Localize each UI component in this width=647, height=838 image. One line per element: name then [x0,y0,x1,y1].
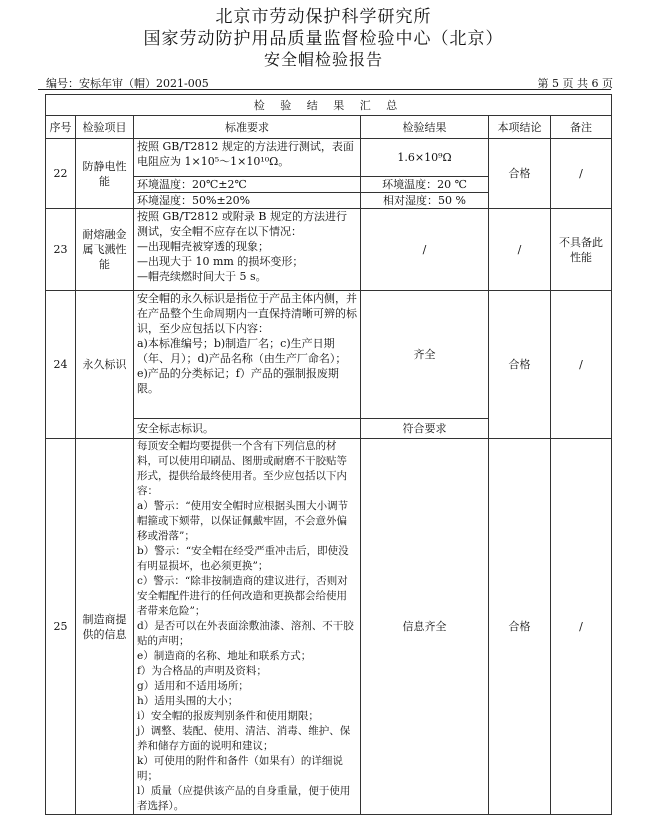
row-result: 信息齐全 [361,439,489,815]
row-conclusion: 合格 [489,139,551,209]
table-row [46,139,612,177]
row-requirement [134,291,361,419]
col-header-item: 检验项目 [76,116,134,139]
req-env-hum: 环境湿度：50%±20% [134,193,361,209]
row-no: 23 [46,209,76,291]
req-line: i）安全帽的报废判别条件和使用期限； [137,710,319,722]
res-env-hum: 相对湿度：50 % [361,193,489,209]
row-result: 齐全 [361,291,489,419]
req-line: j）调整、装配、使用、清洁、消毒、维护、保养和储存方面的说明和建议； [137,725,351,752]
req-line: 每顶安全帽均要提供一个含有下列信息的材料，可以使用印刷品、图册或耐磨不干胶贴等形式，提供给最终使用者。至少应包括以下内容： [137,440,347,497]
row-result: 1.6×10⁹Ω [361,139,489,177]
row-requirement: 按照 GB/T2812 规定的方法进行测试，表面电阻应为 1×10⁵～1×10¹⁰Ω。 [134,139,361,177]
row-remark: / [551,139,612,209]
row-item: 防静电性能 [76,139,134,209]
res-safety-mark: 符合要求 [361,419,489,439]
row-item: 永久标识 [76,291,134,439]
center-name: 国家劳动防护用品质量监督检验中心（北京） [143,29,504,49]
row-no: 22 [46,139,76,209]
table-row [46,291,612,419]
row-item: 耐熔融金属飞溅性能 [76,209,134,291]
req-line: 按照 GB/T2812 或附录 B 规定的方法进行测试，安全帽不应存在以下情况： [137,210,347,238]
col-header-no: 序号 [46,116,76,139]
row-result: / [361,209,489,291]
req-line: b）警示：“安全帽在经受严重冲击后，即使没有明显损坏，也必须更换”； [137,545,349,572]
row-no: 24 [46,291,76,439]
req-line: f）为合格品的声明及资料； [137,665,267,677]
req-line: d）是否可以在外表面涂敷油漆、溶剂、不干胶贴的声明； [137,620,354,647]
col-header-remark: 备注 [551,116,612,139]
institute-name: 北京市劳动保护科学研究所 [215,7,432,27]
report-title: 安全帽检验报告 [263,50,383,69]
req-line: a)本标准编号；b)制造厂名；c)生产日期（年、月）；d)产品名称（由生产厂命名）；e)产品的分类标记；f）产品的强制报废期限。 [137,337,347,395]
row-no: 25 [46,439,76,815]
row-remark: 不具备此性能 [551,209,612,291]
report-number: 编号：安标年审（帽）2021-005 [46,77,209,90]
req-safety-mark: 安全标志标识。 [134,419,361,439]
page-indicator: 第 5 页 共 6 页 [537,77,613,90]
header-rule [38,89,611,90]
row-conclusion: 合格 [489,291,551,439]
req-line: e）制造商的名称、地址和联系方式； [137,650,312,662]
table-row [46,209,612,291]
col-header-requirement: 标准要求 [134,116,361,139]
col-header-conclusion: 本项结论 [489,116,551,139]
summary-title: 检 验 结 果 汇 总 [46,95,612,116]
req-line: l）质量（应提供该产品的自身重量，便于使用者选择）。 [137,785,351,812]
row-requirement [134,209,361,291]
row-requirement [134,439,361,815]
req-line: g）适用和不适用场所； [137,680,249,692]
req-line: 安全帽的永久标识是指位于产品主体内侧，并在产品整个生命周期内一直保持清晰可辨的标识，至少应包括以下内容： [137,292,357,335]
row-remark: / [551,439,612,815]
req-line: —出现帽壳被穿透的现象； [137,240,269,253]
row-conclusion: / [489,209,551,291]
req-line: a）警示：“使用安全帽时应根据头围大小调节帽箍或下颏带，以保证佩戴牢固，不会意外偏移或滑落”； [137,500,349,542]
req-line: k）可使用的附件和备件（如果有）的详细说明； [137,755,343,782]
table-row [46,439,612,815]
req-env-temp: 环境温度：20℃±2℃ [134,177,361,193]
column-header-row [46,116,612,139]
results-table [45,94,612,815]
req-line: —出现大于 10 mm 的损坏变形； [137,255,304,268]
row-remark: / [551,291,612,439]
row-conclusion: 合格 [489,439,551,815]
res-env-temp: 环境温度：20 ℃ [361,177,489,193]
row-item: 制造商提供的信息 [76,439,134,815]
req-line: —帽壳续燃时间大于 5 s。 [137,270,267,283]
req-line: c）警示：“除非按制造商的建议进行，否则对安全帽配件进行的任何改造和更换都会给使用者带来危险”； [137,575,348,617]
col-header-result: 检验结果 [361,116,489,139]
req-line: h）适用头围的大小； [137,695,239,707]
